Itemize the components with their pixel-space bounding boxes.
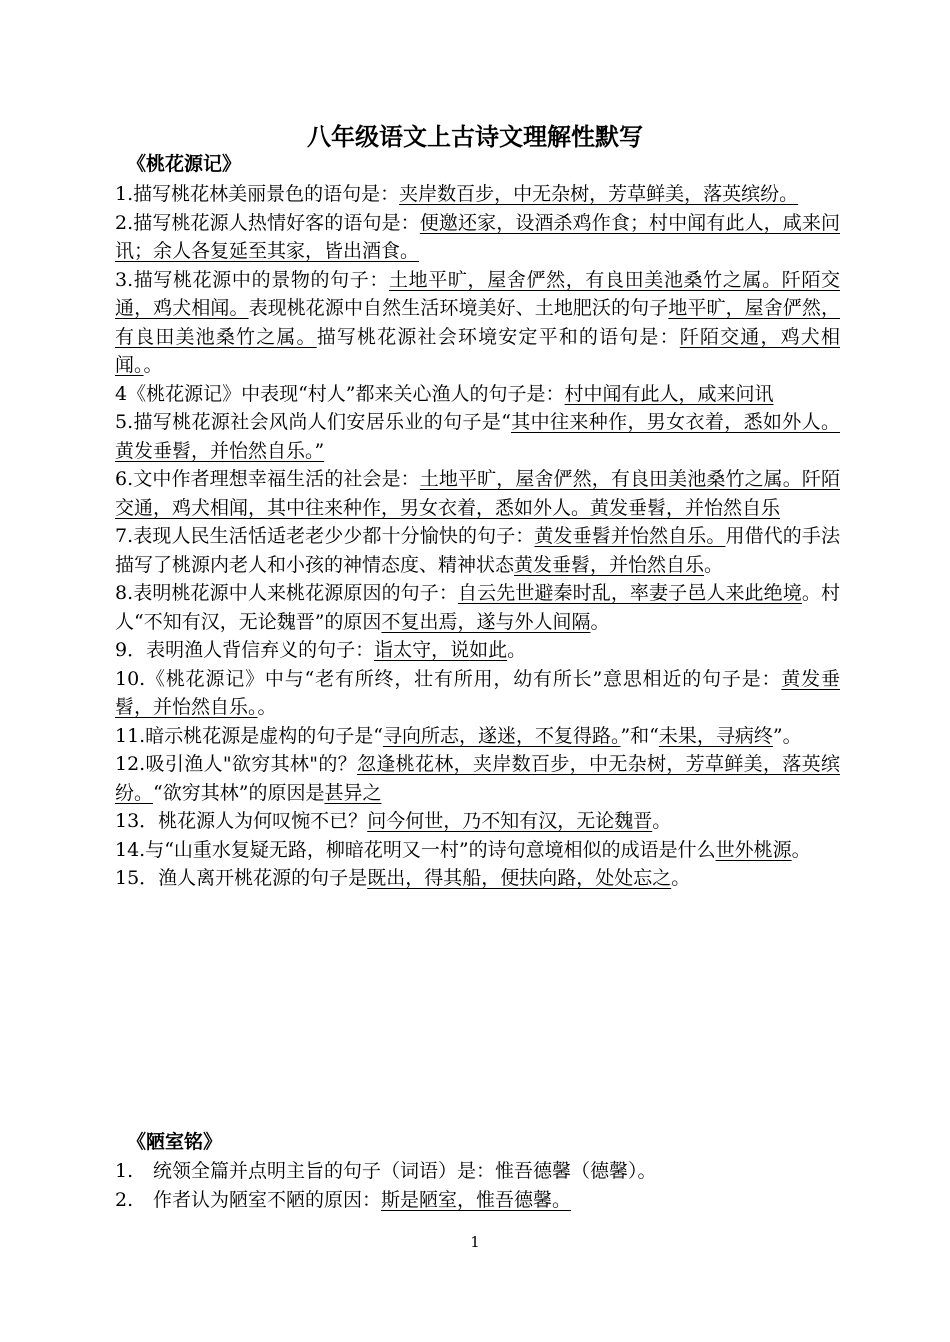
question-text: 。 [652,810,672,832]
item-number: 2. [115,1189,134,1211]
question-text: 8.表明桃花源中人来桃花源原因的句子： [115,582,458,604]
question-text: ”。 [772,724,802,747]
answer-text: 自云先世避秦时乱，率妻子邑人来此绝境 [458,582,802,604]
question-text: 5.描写桃花源社会风尚人们安居乐业的句子是“ [115,411,511,433]
question-item [115,636,840,665]
question-text: 4《桃花源记》中表现“村人”都来关心渔人的句子是： [115,382,565,405]
question-text: 3.描写桃花源中的景物的句子： [115,268,390,291]
page-title: 八年级语文上古诗文理解性默写 [307,122,643,151]
question-item [115,1186,840,1215]
answer-text: 未果，寻病终 [658,724,773,747]
answer-text: 阡陌交通，鸡犬相闻。 [115,325,840,376]
question-text: 15．渔人离开桃花源的句子是 [115,867,368,889]
question-text: 作者认为陋室不陋的原因： [153,1189,382,1211]
section-body-taohuayuanji [115,180,840,893]
answer-text: 斯是陋室，惟吾德馨。 [381,1189,572,1211]
question-text: 9．表明渔人背信弃义的句子： [115,639,375,661]
question-text: “欲穷其林”的原因是 [153,781,325,804]
question-text: 14.与“山重水复疑无路，柳暗花明又一村”的诗句意境相似的成语是什么 [115,838,716,861]
question-item [115,579,840,636]
question-item [115,807,840,836]
question-text: ”和“ [620,724,659,747]
question-item [115,750,840,807]
question-text: 用借代的手法描写了桃源内老人和小孩的神情态度、精神状态 [115,525,840,576]
question-text: 10.《桃花源记》中与“老有所终，壮有所用，幼有所长”意思相近的句子是： [115,667,782,690]
section-body-loushiming [115,1157,840,1215]
answer-text: 问今何世，乃不知有汉，无论魏晋 [367,810,653,832]
answer-text: 夹岸数百步，中无杂树，芳草鲜美，落英缤纷。 [399,183,799,205]
answer-text: 黄发垂髫并怡然自乐。 [534,525,726,547]
question-item [115,836,840,865]
answer-text: 土地平旷，屋舍俨然，有良田美池桑竹之属。阡陌交通，鸡犬相闻。 [115,268,840,319]
answer-text: 黄发垂髫，并怡然自乐 [514,553,705,576]
answer-text: 甚异之 [324,781,382,804]
answer-text: 其中往来种作，男女衣着，悉如外人。黄发垂髫，并怡然自乐。” [115,411,840,462]
question-text: 。 [590,610,610,633]
question-item [115,522,840,579]
question-item [115,380,840,409]
question-text: 1.描写桃花林美丽景色的语句是： [115,183,400,205]
answer-text: 寻向所志，遂迷，不复得路。 [382,724,621,747]
question-item [115,180,840,209]
question-text: 2.描写桃花源人热情好客的语句是： [115,211,420,234]
question-text: 11.暗示桃花源是虚构的句子是“ [115,724,383,747]
question-item [115,465,840,522]
question-text: 6.文中作者理想幸福生活的社会是： [115,468,420,490]
question-item [115,665,840,722]
answer-text: 土地平旷，屋舍俨然，有良田美池桑竹之属。阡陌交通，鸡犬相闻，其中往来种作，男女衣着，悉如外人。黄发垂髫，并怡然自乐 [115,468,840,519]
question-text: 表现桃花源中自然生活环境美好、土地肥沃的句子 [248,297,669,319]
section-heading-loushiming: 《陋室铭》 [127,1131,223,1153]
question-text: 。村人“不知有汉，无论魏晋”的原因 [115,582,840,633]
question-text: 12.吸引渔人"欲穷其林"的？ [115,753,358,775]
question-item [115,1157,840,1186]
answer-text: 世外桃源 [715,838,792,861]
question-text: 13．桃花源人为何叹惋不已？ [115,810,368,832]
answer-text: 村中闻有此人，咸来问讯 [564,382,774,405]
answer-text: 诣太守，说如此 [374,639,508,661]
answer-text: 地平旷，屋舍俨然，有良田美池桑竹之属。 [115,297,840,348]
answer-text: 既出，得其船，便扶向路，处处忘之 [367,867,672,889]
answer-text: 黄发垂髫，并怡然自乐。 [115,667,840,718]
answer-text: 忽逢桃花林，夹岸数百步，中无杂树，芳草鲜美，落英缤纷。 [115,753,840,804]
answer-text: 便邀还家，设酒杀鸡作食；村中闻有此人，咸来问讯；余人各复延至其家，皆出酒食。 [115,211,840,262]
question-text: 。 [671,867,691,889]
question-item [115,408,840,465]
question-text: 。 [704,553,724,576]
question-text: 描写桃花源社会环境安定平和的语句是： [316,325,680,348]
answer-text: 不复出焉，遂与外人间隔 [381,610,591,633]
question-item [115,864,840,893]
question-text: 。 [507,639,527,661]
question-text: 。 [143,354,163,376]
question-text: 7.表现人民生活恬适老老少少都十分愉快的句子： [115,525,535,547]
question-text: 。 [257,696,277,718]
section-heading-taohuayuanji: 《桃花源记》 [127,153,242,175]
question-item [115,209,840,266]
question-text: 。 [791,838,811,861]
question-item [115,722,840,751]
question-item [115,266,840,380]
page-number: 1 [470,1233,480,1251]
question-text: 统领全篇并点明主旨的句子（词语）是：惟吾德馨（德馨）。 [153,1160,657,1182]
item-number: 1. [115,1160,134,1182]
